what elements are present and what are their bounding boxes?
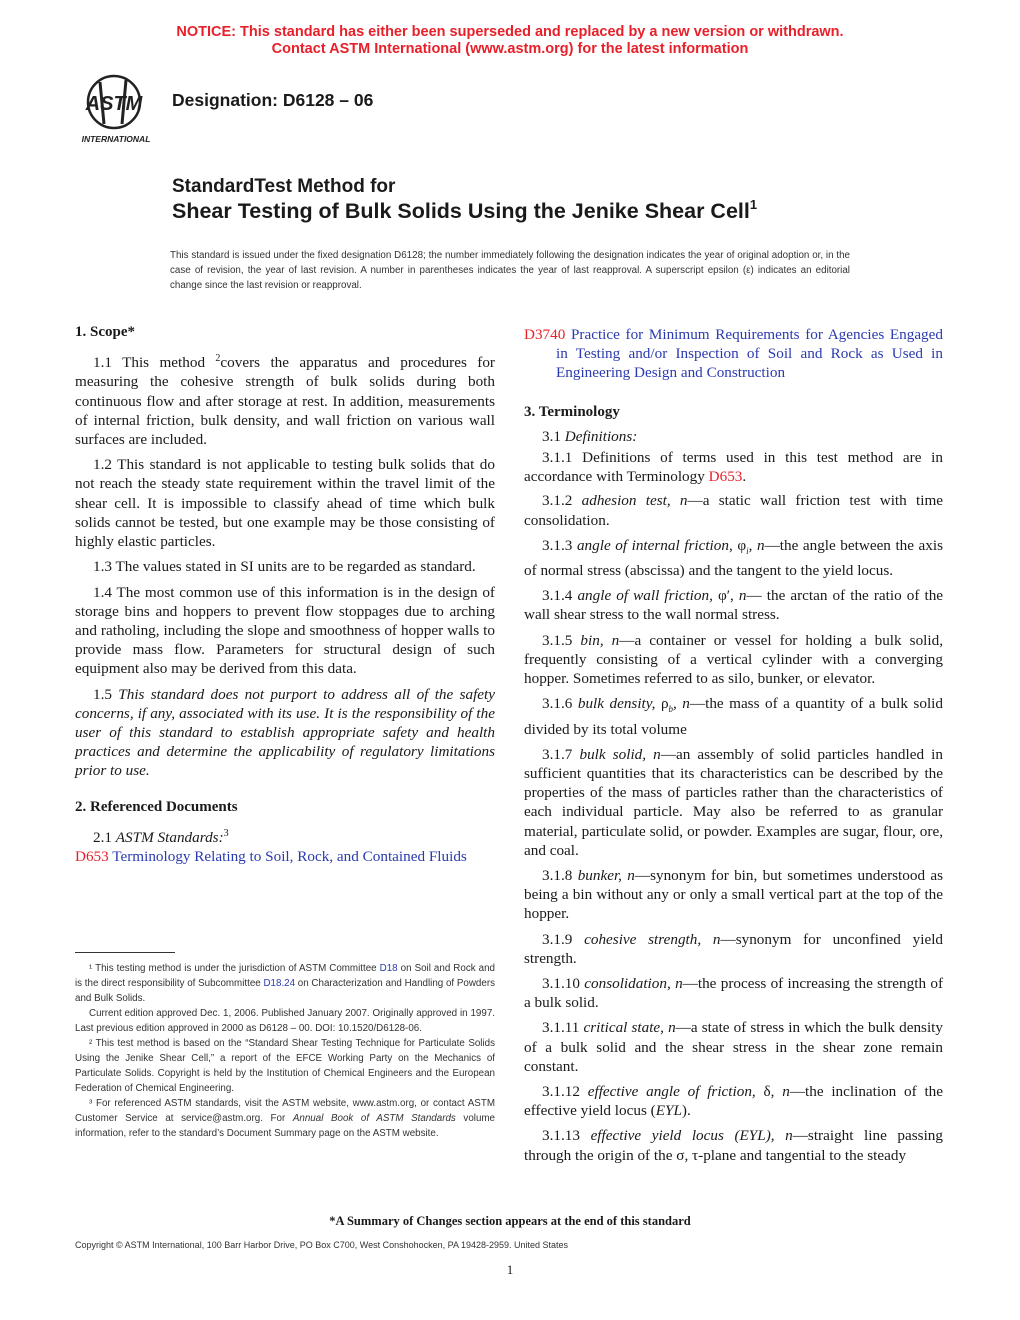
footnote-2: ² This test method is based on the “Standard Shear Testing Technique for Particulate Solids Using the Jenike Shear Cell,” a report of the EFCE Working Party on the Mechanics of Particulate Solids. Copyright is held by the Institution of Chemical Engineers and the European Federation of Chemical Engineering. bbox=[75, 1038, 495, 1094]
title-line-2 bbox=[172, 199, 757, 224]
ref-d653-code-link[interactable]: D653 bbox=[75, 848, 109, 865]
astm-logo bbox=[70, 72, 166, 146]
footnote-1: ¹ This testing method is under the jurisdiction of ASTM Committee D18 on Soil and Rock and is the direct responsibility of Subcommittee D18.24 on Characterization and Handling of Powders and Bulk Solids. bbox=[75, 963, 495, 1004]
right-column bbox=[524, 325, 943, 1165]
para-3-1-6: 3.1.6 bulk density, $\rho_b$, n—the mass of a quantity of a bulk solid divided by its total volume bbox=[524, 695, 943, 738]
left-column bbox=[75, 323, 495, 866]
title-line-1: StandardTest Method for bbox=[172, 176, 396, 197]
para-3-1-3: 3.1.3 angle of internal friction, $\varphi_i$, n—the angle between the axis of normal stress (abscissa) and the tangent to the yield locus. bbox=[524, 536, 944, 580]
para-3-1-8: 3.1.8 bunker, n—synonym for bin, but sometimes understood as being a bin without any or only a small vertical part at the top of the hopper. bbox=[524, 866, 943, 923]
issued-note: This standard is issued under the fixed designation D6128; the number immediately following the designation indicates the year of original adoption or, in the case of revision, the year of last revision. A number in parentheses indicates the year of last reapproval. A superscript epsilon (ε) indicates an editorial change since the last revision or reapproval. bbox=[170, 250, 850, 291]
ref-d653-title-link[interactable]: Terminology Relating to Soil, Rock, and Contained Fluids bbox=[108, 848, 467, 865]
ref-d3740-code-link[interactable]: D3740 bbox=[524, 326, 566, 343]
copyright: Copyright © ASTM International, 100 Barr Harbor Drive, PO Box C700, West Conshohocken, PA 19428-2959. United States bbox=[75, 1240, 569, 1250]
ref-d3740-title-link[interactable]: Practice for Minimum Requirements for Agencies Engaged in Testing and/or Inspection of Soil and Rock as Used in Engineering Design and Construction bbox=[556, 326, 943, 382]
para-3-1-2: 3.1.2 adhesion test, n—a static wall friction test with time consolidation. bbox=[524, 492, 943, 529]
para-2-1: 2.1 ASTM Standards:$^3$ bbox=[93, 827, 229, 846]
terminology-d653-link[interactable]: D653 bbox=[708, 468, 743, 486]
footnotes bbox=[75, 961, 495, 1141]
para-1-5: 1.5 This standard does not purport to address all of the safety concerns, if any, associated with its use. It is the responsibility of the user of this standard to establish appropriate safety and health practices and determine the applicability of regulatory limitations prior to use. bbox=[75, 685, 495, 780]
section-3-heading: 3. Terminology bbox=[524, 403, 620, 420]
footnote-1-edition: Current edition approved Dec. 1, 2006. Published January 2007. Originally approved in 1997. Last previous edition approved in 2000 as D6128 – 00. DOI: 10.1520/D6128-06. bbox=[75, 1008, 495, 1034]
ref-d653 bbox=[75, 847, 495, 866]
notice-line-2: Contact ASTM International (www.astm.org) for the latest information bbox=[271, 41, 749, 57]
para-3-1-1: 3.1.1 Definitions of terms used in this test method are in accordance with Terminology D653. bbox=[524, 449, 943, 486]
para-3-1-10: 3.1.10 consolidation, n—the process of increasing the strength of a bulk solid. bbox=[524, 974, 943, 1012]
para-3-1-9: 3.1.9 cohesive strength, n—synonym for unconfined yield strength. bbox=[524, 930, 944, 967]
para-3-1-12: 3.1.12 effective angle of friction, δ, n—the inclination of the effective yield locus (EYL). bbox=[524, 1082, 944, 1120]
para-1-4: 1.4 The most common use of this information is in the design of storage bins and hoppers to prevent flow stoppages due to arching and ratholing, including the slope and smoothness of hopper walls to provide mass flow. Parameters for structural design of such equipment also may be derived from this data. bbox=[75, 583, 495, 678]
para-3-1: 3.1 Definitions: bbox=[542, 427, 638, 445]
logo-subtext: INTERNATIONAL bbox=[81, 134, 151, 144]
summary-of-changes-note: *A Summary of Changes section appears at the end of this standard bbox=[329, 1214, 691, 1228]
notice-line-1: NOTICE: This standard has either been superseded and replaced by a new version or withdrawn. bbox=[176, 24, 844, 40]
para-1-2: 1.2 This standard is not applicable to testing bulk solids that do not reach the steady state requirement within the travel limit of the shear cell. It is impossible to classify ahead of time which bulk solids cannot be tested, but one example may be those consisting of highly elastic particles. bbox=[75, 456, 495, 551]
committee-d18-link[interactable]: D18 bbox=[379, 963, 398, 974]
footnote-3: ³ For referenced ASTM standards, visit the ASTM website, www.astm.org, or contact ASTM Customer Service at service@astm.org. For Annual Book of ASTM Standards volume information, refer to the standard’s Document Summary page on the ASTM website. bbox=[75, 1098, 496, 1139]
withdrawn-notice bbox=[0, 24, 1020, 58]
section-1-heading: 1. Scope* bbox=[75, 324, 135, 340]
para-3-1-11: 3.1.11 critical state, n—a state of stress in which the bulk density of a bulk solid and the shear stress in the shear zone remain constant. bbox=[524, 1019, 943, 1075]
designation: Designation: D6128 – 06 bbox=[172, 90, 374, 110]
para-3-1-7: 3.1.7 bulk solid, n—an assembly of solid particles handled in sufficient quantities that its characteristics can be described by the properties of the mass of particles rather than the characteristics of each individual particle. May also be referred to as granular material, particulate solid, or powder. Examples are sugar, flour, ore, and coal. bbox=[524, 745, 943, 859]
para-3-1-13: 3.1.13 effective yield locus (EYL), n—straight line passing through the origin of the σ, τ-plane and tangential to the steady bbox=[524, 1127, 943, 1164]
footnote-rule bbox=[75, 952, 175, 953]
para-1-1: 1.1 This method $^2$covers the apparatus and procedures for measuring the cohesive strength of bulk solids during both continuous flow and after storage at rest. In addition, measurements of internal friction, bulk density, and wall friction on various wall surfaces are included. bbox=[75, 353, 495, 449]
para-1-3: 1.3 The values stated in SI units are to be regarded as standard. bbox=[93, 558, 476, 576]
ref-d3740 bbox=[524, 325, 943, 383]
subcommittee-d18-24-link[interactable]: D18.24 bbox=[263, 978, 296, 989]
para-3-1-4: 3.1.4 angle of wall friction, φ′, n— the arctan of the ratio of the wall shear stress to the wall normal stress. bbox=[524, 587, 944, 624]
title-text: Shear Testing of Bulk Solids Using the Jenike Shear Cell bbox=[172, 199, 750, 223]
para-3-1-5: 3.1.5 bin, n—a container or vessel for holding a bulk solid, frequently consisting of a vertical cylinder with a converging hopper. Sometimes referred to as silo, bunker, or elevator. bbox=[524, 631, 943, 688]
section-2-heading: 2. Referenced Documents bbox=[75, 798, 238, 815]
logo-text: ASTM bbox=[85, 93, 143, 115]
page-number: 1 bbox=[506, 1262, 514, 1277]
title-footnote-mark: 1 bbox=[749, 197, 758, 212]
